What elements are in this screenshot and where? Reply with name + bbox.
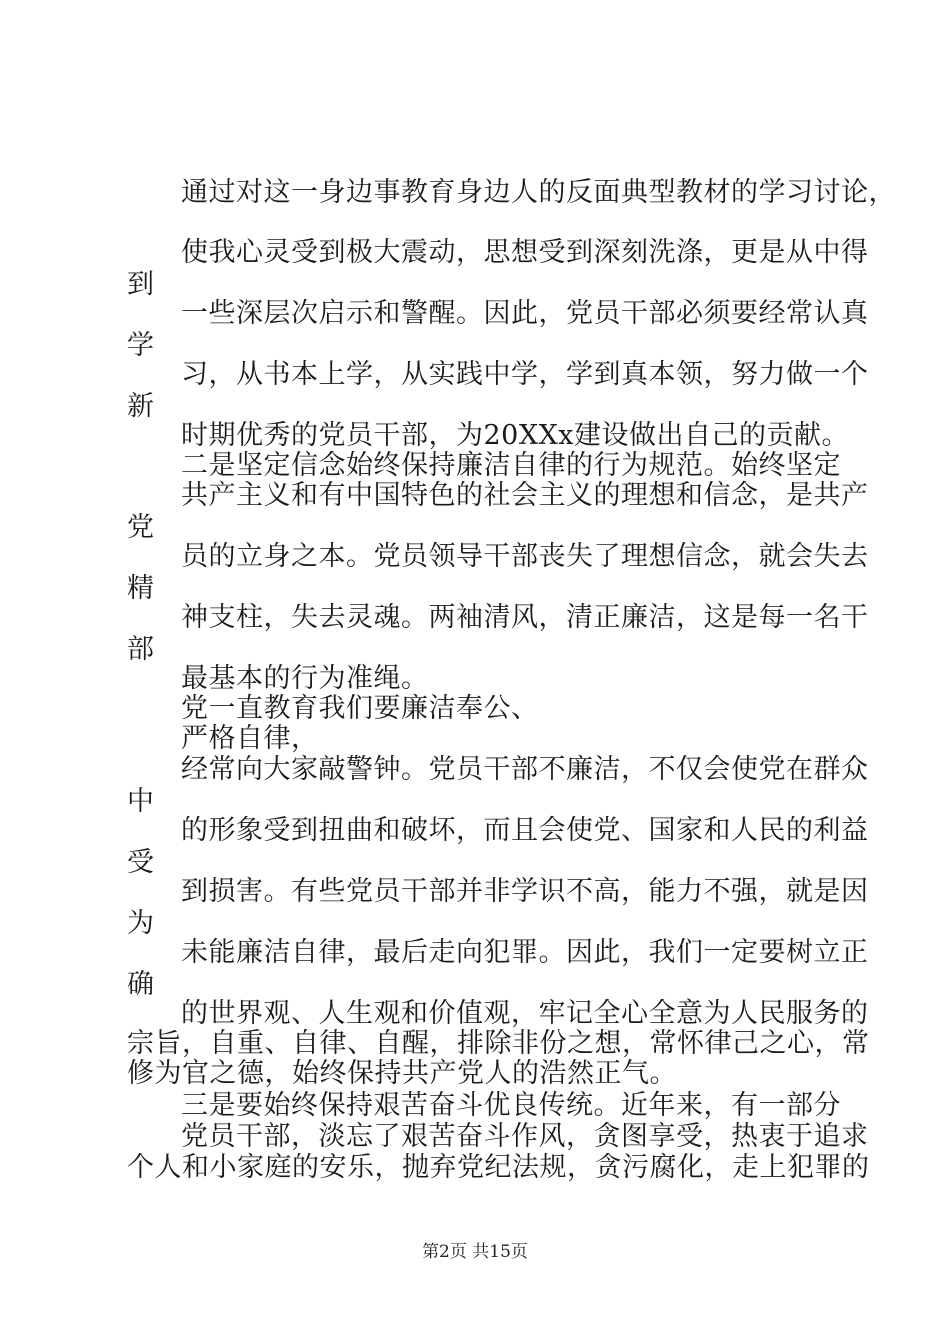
text-line: 到	[127, 269, 155, 300]
text-line: 习，从书本上学，从实践中学，学到真本领，努力做一个	[181, 359, 869, 390]
text-line: 党一直教育我们要廉洁奉公、	[181, 693, 539, 724]
text-line: 一些深层次启示和警醒。因此，党员干部必须要经常认真	[181, 298, 869, 329]
text-line: 部	[127, 634, 155, 665]
text-line: 三是要始终保持艰苦奋斗优良传统。近年来，有一部分	[181, 1090, 841, 1121]
text-line: 神支柱，失去灵魂。两袖清风，清正廉洁，这是每一名干	[181, 602, 869, 633]
text-line: 受	[127, 847, 155, 878]
text-line: 修为官之德，始终保持共产党人的浩然正气。	[127, 1058, 677, 1089]
text-line: 共产主义和有中国特色的社会主义的理想和信念，是共产	[181, 480, 869, 511]
text-line: 最基本的行为准绳。	[181, 663, 429, 694]
text-line: 个人和小家庭的安乐，抛弃党纪法规，贪污腐化，走上犯罪的	[127, 1152, 870, 1183]
text-line: 党	[127, 512, 155, 543]
text-line: 学	[127, 330, 155, 361]
text-line: 时期优秀的党员干部，为20XXx建设做出自己的贡献。	[181, 420, 850, 451]
text-line: 党员干部，淡忘了艰苦奋斗作风，贪图享受，热衷于追求	[181, 1121, 869, 1152]
text-line: 二是坚定信念始终保持廉洁自律的行为规范。始终坚定	[181, 450, 841, 481]
text-line: 未能廉洁自律，最后走向犯罪。因此，我们一定要树立正	[181, 937, 869, 968]
text-line: 员的立身之本。党员领导干部丧失了理想信念，就会失去	[181, 541, 869, 572]
text-line: 中	[127, 786, 155, 817]
text-line: 的形象受到扭曲和破坏，而且会使党、国家和人民的利益	[181, 815, 869, 846]
text-line: 严格自律，	[181, 723, 319, 754]
text-line: 确	[127, 969, 155, 1000]
text-line: 经常向大家敲警钟。党员干部不廉洁，不仅会使党在群众	[181, 754, 869, 785]
text-line: 通过对这一身边事教育身边人的反面典型教材的学习讨论，	[181, 177, 896, 208]
text-line: 新	[127, 391, 155, 422]
text-line: 到损害。有些党员干部并非学识不高，能力不强，就是因	[181, 876, 869, 907]
text-line: 精	[127, 573, 155, 604]
text-line: 的世界观、人生观和价值观，牢记全心全意为人民服务的	[181, 998, 869, 1029]
text-line: 宗旨，自重、自律、自醒，排除非份之想，常怀律己之心，常	[127, 1028, 870, 1059]
text-line: 为	[127, 908, 155, 939]
text-line: 使我心灵受到极大震动，思想受到深刻洗涤，更是从中得	[181, 237, 869, 268]
page-number-footer: 第2页 共15页	[422, 1242, 528, 1262]
